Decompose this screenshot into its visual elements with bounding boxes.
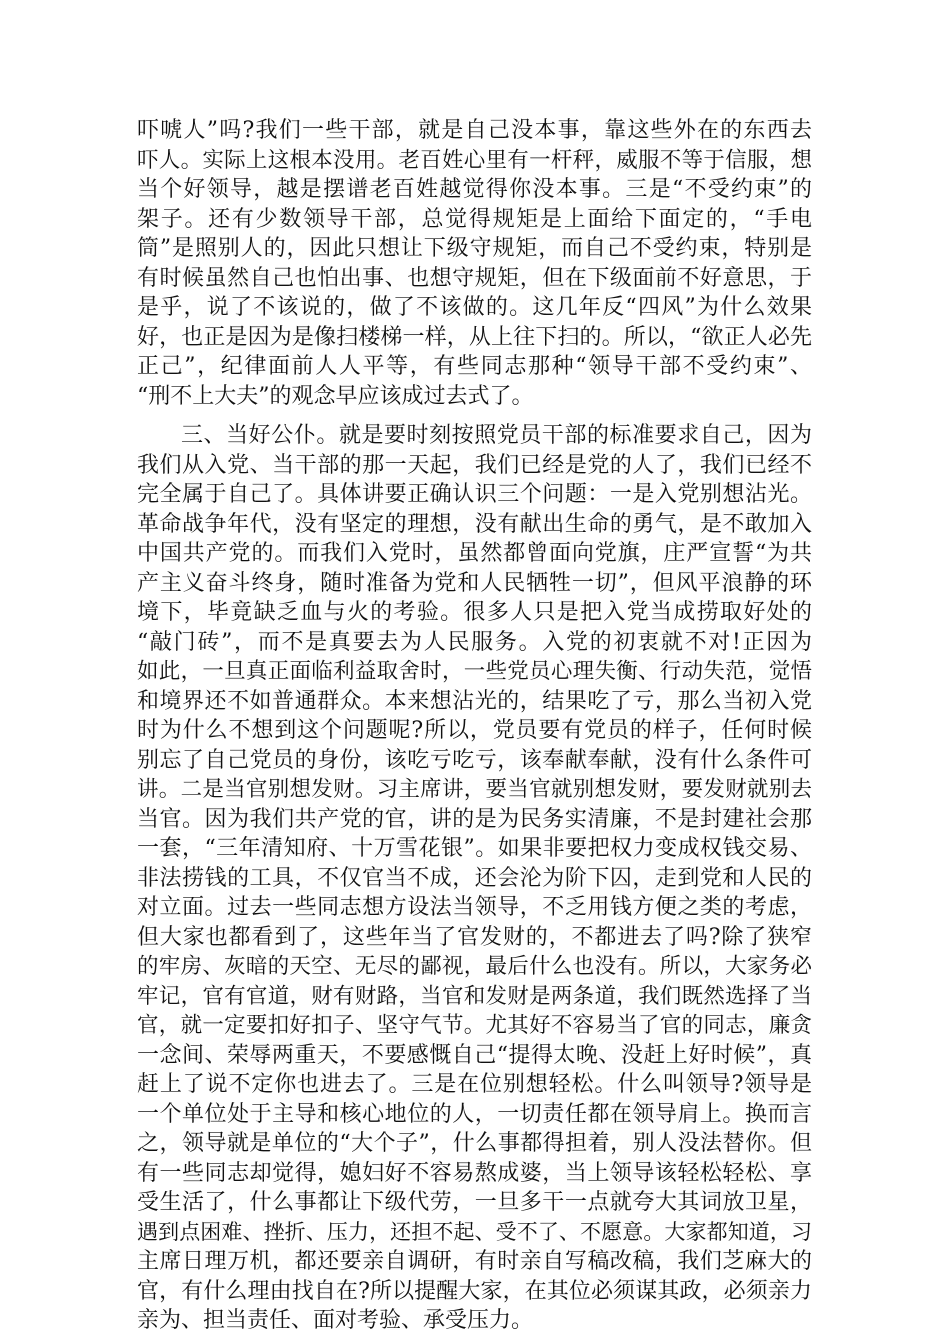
text-line: 如此，一旦真正面临利益取舍时，一些党员心理失衡、行动失范，觉悟 (137, 659, 812, 684)
text-line: 吓人。实际上这根本没用。老百姓心里有一杆秤，威服不等于信服，想 (137, 147, 812, 173)
document-body (137, 116, 812, 1336)
text-line: 有一些同志却觉得，媳妇好不容易熬成婆，当上领导该轻松轻松、享 (137, 1160, 812, 1186)
text-line: 正己”，纪律面前人人平等，有些同志那种“领导干部不受约束”、 (137, 354, 812, 379)
text-line: 讲。二是当官别想发财。习主席讲，要当官就别想发财，要发财就别去 (137, 777, 812, 802)
text-line: 一套，“三年清知府、十万雪花银”。如果非要把权力变成权钱交易、 (137, 836, 812, 861)
text-line: 好，也正是因为是像扫楼梯一样，从上往下扫的。所以，“欲正人必先 (137, 324, 812, 350)
text-line: 和境界还不如普通群众。本来想沾光的，结果吃了亏，那么当初入党 (137, 688, 812, 714)
text-line: 当个好领导，越是摆谱老百姓越觉得你没本事。三是“不受约束”的 (137, 177, 812, 202)
text-line: 完全属于自己了。具体讲要正确认识三个问题：一是入党别想沾光。 (137, 482, 812, 507)
text-line: 赶上了说不定你也进去了。三是在位别想轻松。什么叫领导?领导是 (137, 1072, 812, 1097)
text-line: 一念间、荣辱两重天，不要感慨自己“提得太晚、没赶上好时候”，真 (137, 1042, 812, 1068)
text-line: 别忘了自己党员的身份，该吃亏吃亏，该奉献奉献，没有什么条件可 (137, 747, 812, 773)
text-line: 对立面。过去一些同志想方设法当领导，不乏用钱方便之类的考虑， (137, 895, 812, 920)
text-line: 革命战争年代，没有坚定的理想，没有献出生命的勇气，是不敢加入 (137, 511, 812, 537)
text-line: 之，领导就是单位的“大个子”，什么事都得担着，别人没法替你。但 (137, 1131, 812, 1156)
text-line: 产主义奋斗终身，随时准备为党和人民牺牲一切”，但风平浪静的环 (137, 570, 812, 596)
text-line: 官，有什么理由找自在?所以提醒大家，在其位必须谋其政，必须亲力 (137, 1278, 812, 1304)
text-line: 有时候虽然自己也怕出事、也想守规矩，但在下级面前不好意思，于 (137, 265, 812, 291)
text-line: 亲为、担当责任、面对考验、承受压力。 (137, 1308, 534, 1333)
text-line: 牢记，官有官道，财有财路，当官和发财是两条道，我们既然选择了当 (137, 983, 812, 1009)
text-line: 是乎，说了不该说的，做了不该做的。这几年反“四风”为什么效果 (137, 295, 812, 320)
text-line: 架子。还有少数领导干部，总觉得规矩是上面给下面定的，“手电 (137, 206, 812, 232)
text-line: 境下，毕竟缺乏血与火的考验。很多人只是把入党当成捞取好处的 (137, 600, 812, 625)
text-line: 吓唬人”吗?我们一些干部，就是自己没本事，靠这些外在的东西去 (137, 118, 812, 143)
text-line: 受生活了，什么事都让下级代劳，一旦多干一点就夸大其词放卫星， (137, 1190, 812, 1215)
text-line: 官，就一定要扣好扣子、坚守气节。尤其好不容易当了官的同志，廉贪 (137, 1013, 812, 1038)
text-line: 筒”是照别人的，因此只想让下级守规矩，而自己不受约束，特别是 (137, 236, 812, 261)
text-line: “刑不上大夫”的观念早应该成过去式了。 (137, 383, 534, 409)
text-line: 遇到点困难、挫折、压力，还担不起、受不了、不愿意。大家都知道，习 (137, 1219, 812, 1244)
text-line: 中国共产党的。而我们入党时，虽然都曾面向党旗，庄严宣誓“为共 (137, 541, 812, 566)
text-line: 的牢房、灰暗的天空、无尽的鄙视，最后什么也没有。所以，大家务必 (137, 954, 812, 979)
paragraph-1 (137, 116, 812, 411)
paragraph-spacer (137, 411, 812, 421)
text-line: 我们从入党、当干部的那一天起，我们已经是党的人了，我们已经不 (137, 452, 812, 478)
text-line: 时为什么不想到这个问题呢?所以，党员要有党员的样子，任何时候 (137, 718, 812, 743)
text-line: 一个单位处于主导和核心地位的人，一切责任都在领导肩上。换而言 (137, 1101, 812, 1127)
text-line: 非法捞钱的工具，不仅官当不成，还会沦为阶下囚，走到党和人民的 (137, 865, 812, 891)
text-line: 主席日理万机，都还要亲自调研，有时亲自写稿改稿，我们芝麻大的 (137, 1249, 812, 1274)
text-line-indented: 三、当好公仆。就是要时刻按照党员干部的标准要求自己，因为 (181, 423, 812, 448)
paragraph-2 (137, 421, 812, 1336)
text-line: “敲门砖”，而不是真要去为人民服务。入党的初衷就不对!正因为 (137, 629, 812, 655)
text-line: 当官。因为我们共产党的官，讲的是为民务实清廉，不是封建社会那 (137, 806, 812, 832)
text-line: 但大家也都看到了，这些年当了官发财的，不都进去了吗?除了狭窄 (137, 924, 812, 950)
